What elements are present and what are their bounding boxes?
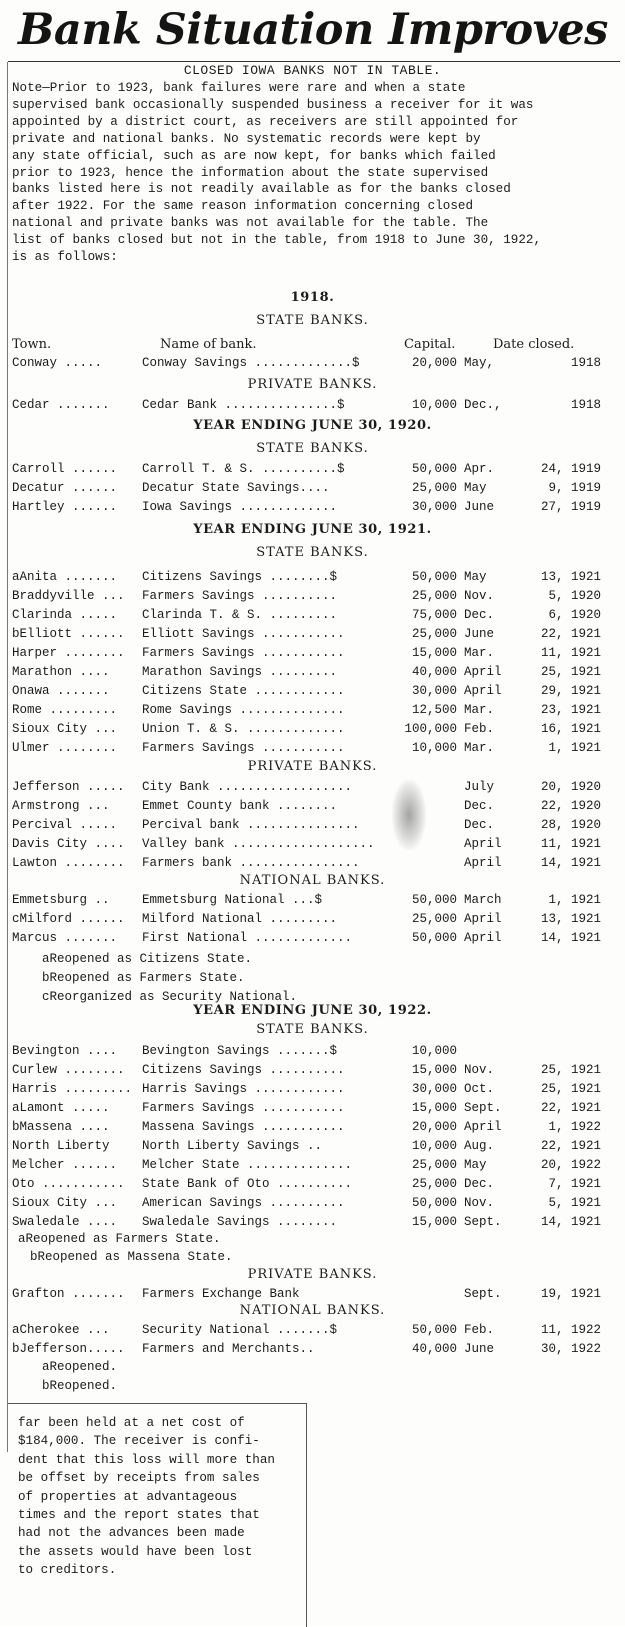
town: Oto ........... <box>12 1177 125 1191</box>
section-heading-private: PRIVATE BANKS. <box>247 759 378 774</box>
bank-name: Union T. & S. ............. <box>142 722 345 736</box>
bank-name: Carroll T. & S. ..........$ <box>142 462 345 476</box>
date: 29, 1921 <box>540 684 601 698</box>
continuation-line: times and the report states that <box>18 1508 260 1523</box>
footnote: aReopened. <box>42 1360 118 1374</box>
capital: 25,000 <box>411 627 457 641</box>
capital: 20,000 <box>411 356 457 370</box>
month: July <box>464 780 495 794</box>
column-header-capital: Capital. <box>404 337 456 352</box>
town: Onawa ....... <box>12 684 110 698</box>
date: 1918 <box>570 356 601 370</box>
capital: 25,000 <box>411 1158 457 1172</box>
capital: 40,000 <box>411 1342 457 1356</box>
town: Cedar ....... <box>12 398 110 412</box>
town: Carroll ...... <box>12 462 118 476</box>
table-row <box>12 929 602 948</box>
capital: 50,000 <box>411 1323 457 1337</box>
year-heading-1918: 1918. <box>290 290 335 305</box>
date: 28, 1920 <box>540 818 601 832</box>
note-line: banks listed here is not readily available as for the banks closed <box>12 182 511 197</box>
capital: 20,000 <box>411 1120 457 1134</box>
table-row <box>12 1321 602 1340</box>
table-row <box>12 587 602 606</box>
continuation-line: dent that this loss will more than <box>18 1452 275 1467</box>
date: 11, 1922 <box>540 1323 601 1337</box>
town: Bevington .... <box>12 1044 118 1058</box>
month: June <box>464 1342 495 1356</box>
month: June <box>464 627 495 641</box>
note-line: supervised bank occasionally suspended business a receiver for it was <box>12 97 534 112</box>
date: 11, 1921 <box>540 646 601 660</box>
town: Swaledale .... <box>12 1215 118 1229</box>
table-row <box>12 891 602 910</box>
date: 13, 1921 <box>540 570 601 584</box>
continuation-line: to creditors. <box>18 1563 117 1578</box>
continuation-line: of properties at advantageous <box>18 1489 238 1504</box>
capital: 10,000 <box>411 741 457 755</box>
table-row <box>12 1099 602 1118</box>
date: 19, 1921 <box>540 1287 601 1301</box>
table-row <box>12 797 602 816</box>
month: Sept. <box>464 1215 502 1229</box>
bank-name: Bevington Savings .......$ <box>142 1044 338 1058</box>
capital: 50,000 <box>411 893 457 907</box>
bank-name: Citizens Savings ........$ <box>142 570 338 584</box>
bank-name: Massena Savings ........... <box>142 1120 345 1134</box>
town: Sioux City ... <box>12 722 118 736</box>
bank-name: Conway Savings .............$ <box>142 356 360 370</box>
month: Mar. <box>464 646 495 660</box>
bank-name: City Bank .................. <box>142 780 353 794</box>
town: Davis City .... <box>12 837 125 851</box>
table-row <box>12 778 602 797</box>
date: 14, 1921 <box>540 931 601 945</box>
note-line: appointed by a district court, as receivers are still appointed for <box>12 114 519 129</box>
capital: 30,000 <box>411 500 457 514</box>
continuation-paragraph <box>18 1414 298 1580</box>
month: Dec. <box>464 818 495 832</box>
section-heading-private: PRIVATE BANKS. <box>247 377 378 392</box>
table-row <box>12 479 602 498</box>
note-line: private and national banks. No systematic records were kept by <box>12 131 481 146</box>
date: 22, 1921 <box>540 627 601 641</box>
bank-name: Elliott Savings ........... <box>142 627 345 641</box>
date: 20, 1922 <box>540 1158 601 1172</box>
capital: 15,000 <box>411 1063 457 1077</box>
date: 1, 1921 <box>548 893 601 907</box>
table-row <box>12 1080 602 1099</box>
town: Grafton ....... <box>12 1287 125 1301</box>
capital: 30,000 <box>411 1082 457 1096</box>
month: Feb. <box>464 722 495 736</box>
date: 11, 1921 <box>540 837 601 851</box>
capital: 50,000 <box>411 931 457 945</box>
town: Ulmer ........ <box>12 741 118 755</box>
bank-name: Security National .......$ <box>142 1323 338 1337</box>
continuation-line: $184,000. The receiver is confi- <box>18 1434 260 1449</box>
town: bMassena .... <box>12 1120 110 1134</box>
date: 13, 1921 <box>540 912 601 926</box>
note-line: prior to 1923, hence the information about the state supervised <box>12 165 489 180</box>
date: 25, 1921 <box>540 665 601 679</box>
capital: 50,000 <box>411 462 457 476</box>
ink-smudge <box>392 780 426 850</box>
month: Apr. <box>464 462 495 476</box>
continuation-line: far been held at a net cost of <box>18 1416 245 1430</box>
town: Conway ..... <box>12 356 103 370</box>
table-row <box>12 644 602 663</box>
town: Braddyville ... <box>12 589 125 603</box>
capital: 15,000 <box>411 1215 457 1229</box>
date: 16, 1921 <box>540 722 601 736</box>
month: Dec. <box>464 799 495 813</box>
date: 24, 1919 <box>540 462 601 476</box>
town: Hartley ...... <box>12 500 118 514</box>
footnote: cReorganized as Security National. <box>42 990 298 1004</box>
column-rule <box>7 62 8 1452</box>
month: Nov. <box>464 1196 495 1210</box>
section-heading-state: STATE BANKS. <box>256 1022 369 1037</box>
capital: 10,000 <box>411 1139 457 1153</box>
bank-name: Cedar Bank ...............$ <box>142 398 345 412</box>
capital: 25,000 <box>411 481 457 495</box>
bank-name: Decatur State Savings.... <box>142 481 330 495</box>
headline-rule <box>8 61 620 62</box>
capital: 40,000 <box>411 665 457 679</box>
table-row <box>12 354 602 373</box>
table-row <box>12 1061 602 1080</box>
table-row <box>12 1156 602 1175</box>
month: May <box>464 570 487 584</box>
table-row <box>12 625 602 644</box>
footnote: bReopened. <box>42 1379 118 1393</box>
capital: 10,000 <box>411 1044 457 1058</box>
town: Melcher ...... <box>12 1158 118 1172</box>
note-paragraph <box>12 80 617 266</box>
table-row <box>12 910 602 929</box>
town: bElliott ...... <box>12 627 125 641</box>
bank-name: Melcher State .............. <box>142 1158 353 1172</box>
date: 22, 1921 <box>540 1139 601 1153</box>
month: April <box>464 665 502 679</box>
year-heading-1922: YEAR ENDING JUNE 30, 1922. <box>193 1003 432 1018</box>
table-row <box>12 835 602 854</box>
subtitle: CLOSED IOWA BANKS NOT IN TABLE. <box>183 63 442 78</box>
column-header-name: Name of bank. <box>160 337 257 352</box>
note-line: national and private banks was not available for the table. The <box>12 216 489 231</box>
town: Emmetsburg .. <box>12 893 110 907</box>
date: 5, 1920 <box>548 589 601 603</box>
date: 5, 1921 <box>548 1196 601 1210</box>
town: Armstrong ... <box>12 799 110 813</box>
table-row <box>12 498 602 517</box>
month: Dec., <box>464 398 502 412</box>
date: 20, 1920 <box>540 780 601 794</box>
town: Harris ......... <box>12 1082 133 1096</box>
bank-name: Valley bank ................... <box>142 837 375 851</box>
town: aLamont ..... <box>12 1101 110 1115</box>
bank-name: Emmet County bank ........ <box>142 799 338 813</box>
town: Decatur ...... <box>12 481 118 495</box>
column-header-town: Town. <box>12 337 52 352</box>
month: Nov. <box>464 1063 495 1077</box>
section-heading-state: STATE BANKS. <box>256 545 369 560</box>
date: 6, 1920 <box>548 608 601 622</box>
month: Nov. <box>464 589 495 603</box>
month: Aug. <box>464 1139 495 1153</box>
headline: Bank Situation Improves <box>18 5 608 55</box>
note-line: after 1922. For the same reason information concerning closed <box>12 199 474 214</box>
bank-name: North Liberty Savings .. <box>142 1139 323 1153</box>
note-line: is as follows: <box>12 250 118 265</box>
capital: 25,000 <box>411 589 457 603</box>
bank-name: Farmers Exchange Bank <box>142 1287 300 1301</box>
town: aAnita ....... <box>12 570 118 584</box>
bank-name: Rome Savings .............. <box>142 703 345 717</box>
town: North Liberty <box>12 1139 110 1153</box>
bank-name: Farmers Savings ........... <box>142 646 345 660</box>
year-heading-1921: YEAR ENDING JUNE 30, 1921. <box>193 522 432 537</box>
bank-name: Farmers Savings ........... <box>142 741 345 755</box>
year-heading-1920: YEAR ENDING JUNE 30, 1920. <box>193 418 432 433</box>
date: 25, 1921 <box>540 1063 601 1077</box>
date: 14, 1921 <box>540 856 601 870</box>
table-row <box>12 396 602 415</box>
month: April <box>464 684 502 698</box>
table-row <box>12 739 602 758</box>
month: June <box>464 500 495 514</box>
date: 14, 1921 <box>540 1215 601 1229</box>
month: May, <box>464 356 495 370</box>
date: 7, 1921 <box>548 1177 601 1191</box>
date: 1, 1921 <box>548 741 601 755</box>
date: 22, 1920 <box>540 799 601 813</box>
footnote: bReopened as Farmers State. <box>42 971 245 985</box>
table-row <box>12 1137 602 1156</box>
capital: 12,500 <box>411 703 457 717</box>
section-heading-national: NATIONAL BANKS. <box>239 873 386 888</box>
table-row <box>12 1042 602 1061</box>
month: April <box>464 1120 502 1134</box>
column-header-date: Date closed. <box>493 337 575 352</box>
date: 1918 <box>570 398 601 412</box>
month: Feb. <box>464 1323 495 1337</box>
capital: 15,000 <box>411 1101 457 1115</box>
bank-name: First National ............. <box>142 931 353 945</box>
date: 1, 1922 <box>548 1120 601 1134</box>
month: Dec. <box>464 1177 495 1191</box>
capital: 50,000 <box>411 570 457 584</box>
capital: 10,000 <box>411 398 457 412</box>
table-row <box>12 701 602 720</box>
table-row <box>12 460 602 479</box>
month: May <box>464 1158 487 1172</box>
table-row <box>12 606 602 625</box>
town: Harper ........ <box>12 646 125 660</box>
section-heading-private: PRIVATE BANKS. <box>247 1267 378 1282</box>
bank-name: Farmers Savings ........... <box>142 1101 345 1115</box>
footnote: aReopened as Citizens State. <box>42 952 253 966</box>
month: April <box>464 856 502 870</box>
footnote: aReopened as Farmers State. <box>18 1232 221 1246</box>
note-line: any state official, such as are now kept, for banks which failed <box>12 148 496 163</box>
town: aCherokee ... <box>12 1323 110 1337</box>
table-row <box>12 1194 602 1213</box>
continuation-line: be offset by receipts from sales <box>18 1471 260 1486</box>
table-row <box>12 1285 602 1304</box>
town: Curlew ........ <box>12 1063 125 1077</box>
bank-name: Iowa Savings ............. <box>142 500 338 514</box>
capital: 15,000 <box>411 646 457 660</box>
bank-name: Harris Savings ............ <box>142 1082 345 1096</box>
town: Lawton ........ <box>12 856 125 870</box>
continuation-line: the assets would have been lost <box>18 1544 253 1559</box>
date: 27, 1919 <box>540 500 601 514</box>
bank-name: Citizens Savings .......... <box>142 1063 345 1077</box>
month: Sept. <box>464 1101 502 1115</box>
footnote: bReopened as Massena State. <box>30 1250 233 1264</box>
capital: 50,000 <box>411 1196 457 1210</box>
month: Mar. <box>464 741 495 755</box>
note-line: Note—Prior to 1923, bank failures were rare and when a state <box>12 81 466 95</box>
capital: 30,000 <box>411 684 457 698</box>
month: April <box>464 931 502 945</box>
town: Rome ......... <box>12 703 118 717</box>
town: Clarinda ..... <box>12 608 118 622</box>
town: cMilford ...... <box>12 912 125 926</box>
table-row <box>12 720 602 739</box>
section-heading-state: STATE BANKS. <box>256 313 369 328</box>
date: 23, 1921 <box>540 703 601 717</box>
section-heading-state: STATE BANKS. <box>256 441 369 456</box>
table-row <box>12 568 602 587</box>
bank-name: Farmers and Merchants.. <box>142 1342 315 1356</box>
town: Marcus ....... <box>12 931 118 945</box>
month: Sept. <box>464 1287 502 1301</box>
month: March <box>464 893 502 907</box>
bank-name: Swaledale Savings ........ <box>142 1215 338 1229</box>
month: May <box>464 481 487 495</box>
bank-name: State Bank of Oto .......... <box>142 1177 353 1191</box>
town: bJefferson..... <box>12 1342 125 1356</box>
table-row <box>12 1118 602 1137</box>
town: Percival ..... <box>12 818 118 832</box>
bank-name: Milford National ......... <box>142 912 338 926</box>
bank-name: American Savings .......... <box>142 1196 345 1210</box>
table-row <box>12 816 602 835</box>
bank-name: Farmers Savings .......... <box>142 589 338 603</box>
table-row <box>12 1175 602 1194</box>
continuation-line: had not the advances been made <box>18 1526 245 1541</box>
bank-name: Percival bank ............... <box>142 818 360 832</box>
date: 30, 1922 <box>540 1342 601 1356</box>
town: Marathon .... <box>12 665 110 679</box>
bank-name: Marathon Savings ......... <box>142 665 338 679</box>
capital: 100,000 <box>404 722 457 736</box>
date: 22, 1921 <box>540 1101 601 1115</box>
month: Dec. <box>464 608 495 622</box>
capital: 75,000 <box>411 608 457 622</box>
capital: 25,000 <box>411 1177 457 1191</box>
date: 25, 1921 <box>540 1082 601 1096</box>
month: Mar. <box>464 703 495 717</box>
month: April <box>464 912 502 926</box>
table-row <box>12 1340 602 1359</box>
table-row <box>12 682 602 701</box>
capital: 25,000 <box>411 912 457 926</box>
date: 9, 1919 <box>548 481 601 495</box>
table-row <box>12 854 602 873</box>
section-heading-national: NATIONAL BANKS. <box>239 1303 386 1318</box>
note-line: list of banks closed but not in the table, from 1918 to June 30, 1922, <box>12 233 542 248</box>
bank-name: Emmetsburg National ...$ <box>142 893 323 907</box>
town: Jefferson ..... <box>12 780 125 794</box>
month: April <box>464 837 502 851</box>
month: Oct. <box>464 1082 495 1096</box>
bank-name: Farmers bank ................ <box>142 856 360 870</box>
bank-name: Clarinda T. & S. ......... <box>142 608 338 622</box>
bank-name: Citizens State ............ <box>142 684 345 698</box>
town: Sioux City ... <box>12 1196 118 1210</box>
table-row <box>12 663 602 682</box>
